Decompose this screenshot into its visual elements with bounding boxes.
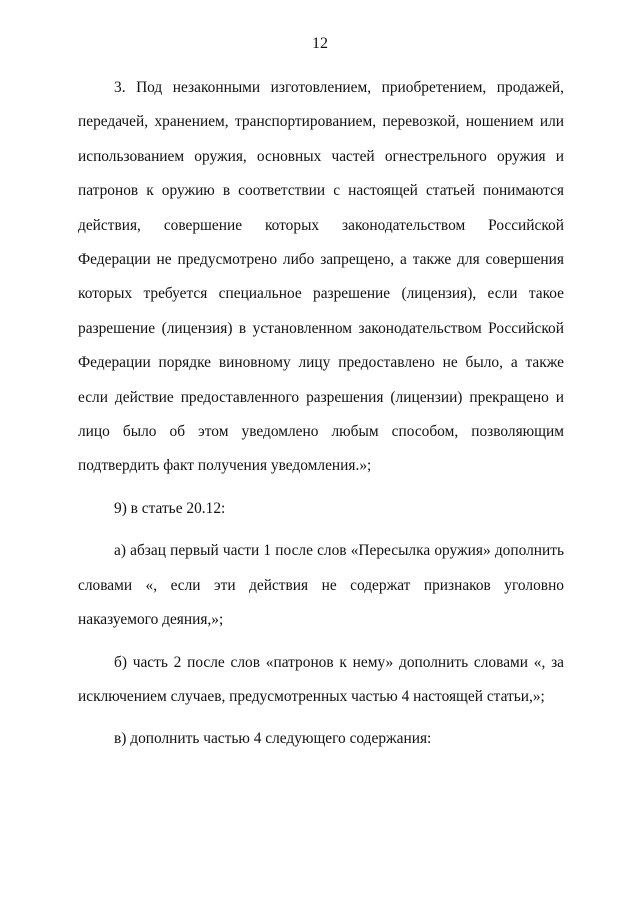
paragraph-subitem-v: в) дополнить частью 4 следующего содержания: <box>114 730 432 748</box>
paragraph-item-9-article-20-12: 9) в статье 20.12: <box>114 499 226 517</box>
document-body <box>78 71 564 757</box>
paragraph-subitem-b: б) часть 2 после слов «патронов к нему» дополнить словами «, за исключением случаев, предусмотренных частью 4 настоящей статьи,»; <box>78 653 564 705</box>
paragraph-item-3-definition: 3. Под незаконными изготовлением, приобретением, продажей, передачей, хранением, транспортированием, перевозкой, ношением или использованием оружия, основных частей огнестрельного оружия и патронов к оружию в соответствии с настоящей статьей понимаются действия, совершение которых законодательством Российской Федерации не предусмотрено либо запрещено, а также для совершения которых требуется специальное разрешение (лицензия), если такое разрешение (лицензия) в установленном законодательством Российской Федерации порядке виновному лицу предоставлено не было, а также если действие предоставленного разрешения (лицензии) прекращено и лицо было об этом уведомлено любым способом, позволяющим подтвердить факт получения уведомления.»; <box>78 79 564 475</box>
paragraph-subitem-a: а) абзац первый части 1 после слов «Пересылка оружия» дополнить словами «, если эти действия не содержат признаков уголовно наказуемого деяния,»; <box>78 542 564 629</box>
page-number: 12 <box>312 35 328 52</box>
